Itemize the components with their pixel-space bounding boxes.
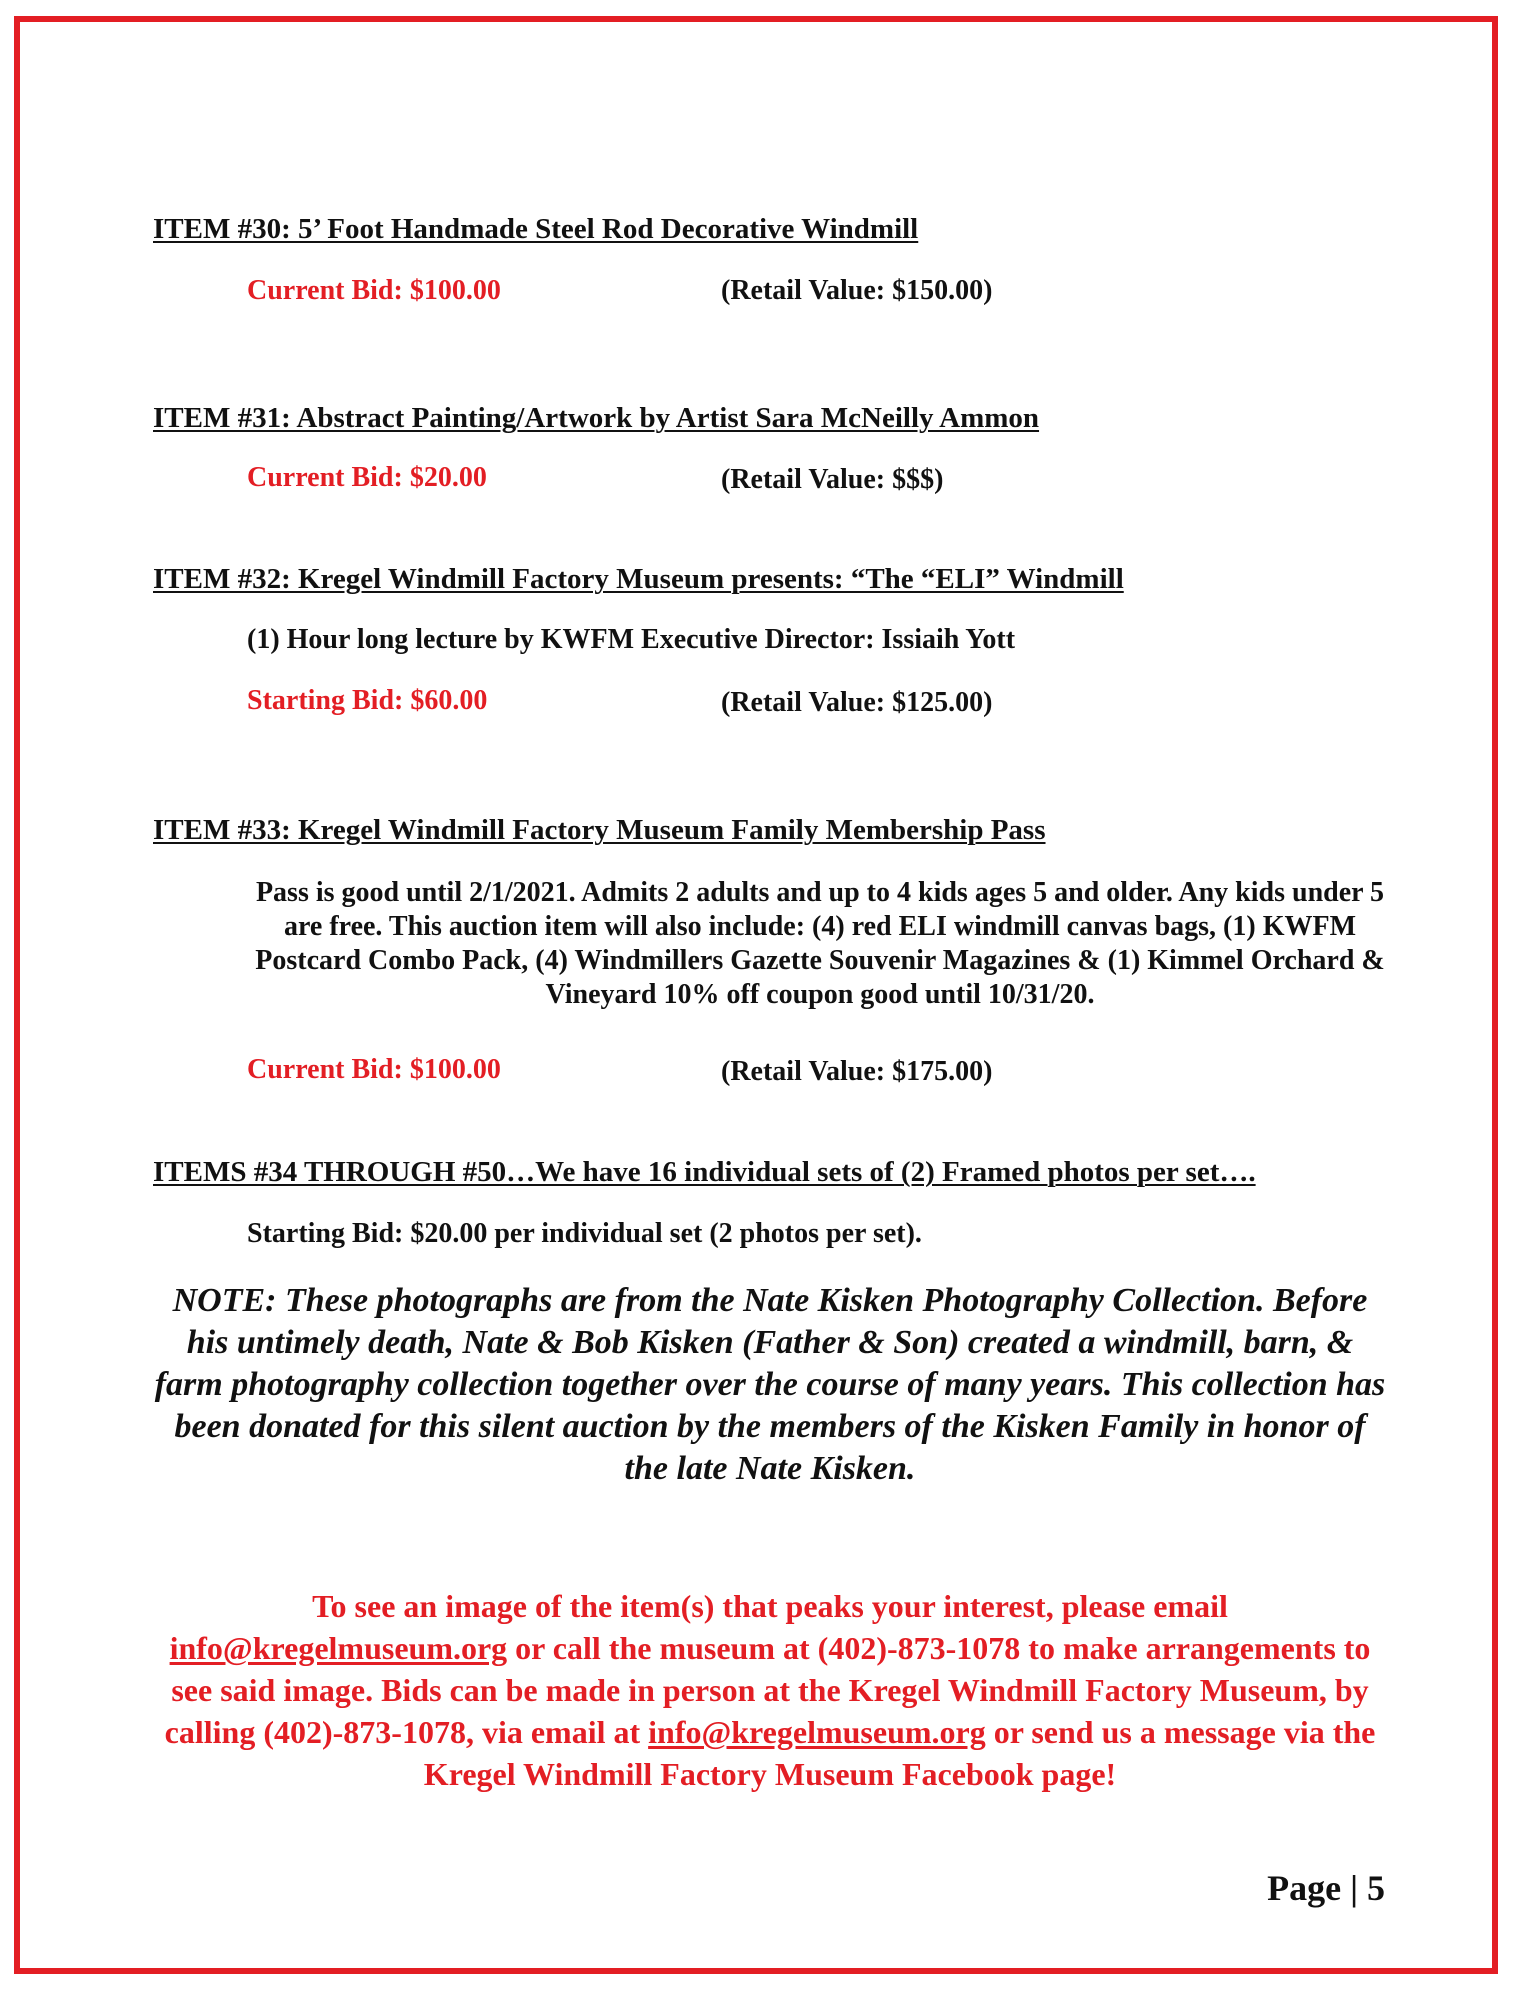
- item-31-bid: Current Bid: $20.00: [247, 462, 487, 493]
- contact-text-3: or send us a message via the Kregel Windmill Factory Museum Facebook page!: [423, 1714, 1376, 1792]
- item-33-bid: Current Bid: $100.00: [247, 1054, 501, 1085]
- item-31-retail: (Retail Value: $$$): [721, 464, 944, 495]
- contact-text-2: or call the museum at (402)-873-1078 to make arrangements to see said image. Bids can be made in person at the Kregel Windmill Factory Museum, by calling (402)-873-1078, via email at: [164, 1630, 1371, 1750]
- item-33-description: Pass is good until 2/1/2021. Admits 2 adults and up to 4 kids ages 5 and older. Any kids under 5 are free. This auction item will also include: (4) red ELI windmill canvas bags, (1) KWFM Postcard Combo Pack, (4) Windmillers Gazette Souvenir Magazines & (1) Kimmel Orchard & Vineyard 10% off coupon good until 10/31/20.: [255, 877, 1385, 1010]
- email-link[interactable]: info@kregelmuseum.org: [648, 1714, 986, 1750]
- item-32-bid: Starting Bid: $60.00: [247, 685, 488, 716]
- item-30-bid: Current Bid: $100.00: [247, 275, 501, 306]
- contact-text-1: To see an image of the item(s) that peaks your interest, please email: [312, 1588, 1228, 1624]
- page-number: Page | 5: [1267, 1868, 1385, 1908]
- email-link[interactable]: info@kregelmuseum.org: [169, 1630, 508, 1666]
- item-32-heading: ITEM #32: Kregel Windmill Factory Museum presents: “The “ELI” Windmill: [153, 563, 1124, 595]
- item-33-heading: ITEM #33: Kregel Windmill Factory Museum Family Membership Pass: [153, 814, 1046, 846]
- item-30-retail: (Retail Value: $150.00): [721, 275, 993, 306]
- contact-instructions: [150, 1585, 1390, 1795]
- item-30-heading: ITEM #30: 5’ Foot Handmade Steel Rod Decorative Windmill: [153, 213, 919, 245]
- item-32-retail: (Retail Value: $125.00): [721, 687, 993, 718]
- items-34-50-bid: Starting Bid: $20.00 per individual set (2 photos per set).: [247, 1218, 922, 1249]
- item-32-lecture: (1) Hour long lecture by KWFM Executive Director: Issiaih Yott: [247, 624, 1016, 655]
- items-34-50-heading: ITEMS #34 THROUGH #50…We have 16 individual sets of (2) Framed photos per set….: [153, 1156, 1256, 1188]
- photo-collection-note: NOTE: These photographs are from the Nate Kisken Photography Collection. Before his untimely death, Nate & Bob Kisken (Father & Son) created a windmill, barn, & farm photography collection together over the course of many years. This collection has been donated for this silent auction by the members of the Kisken Family in honor of the late Nate Kisken.: [154, 1282, 1386, 1487]
- item-31-heading: ITEM #31: Abstract Painting/Artwork by Artist Sara McNeilly Ammon: [153, 402, 1040, 434]
- item-33-retail: (Retail Value: $175.00): [721, 1056, 993, 1087]
